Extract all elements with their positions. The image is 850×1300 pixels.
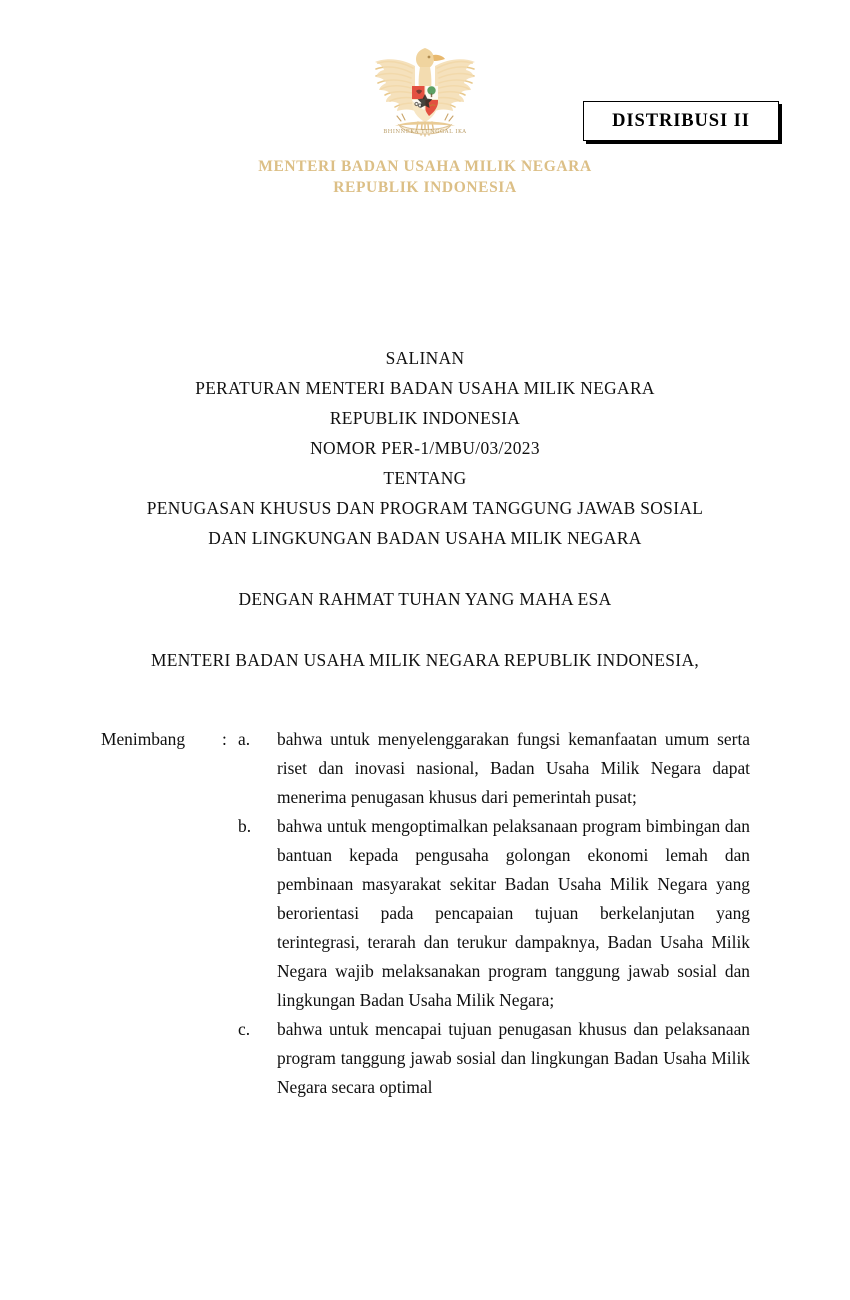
considerans-section [101, 725, 750, 1102]
considerans-item-a [101, 725, 750, 812]
title-spacer-2 [0, 614, 850, 645]
distribusi-stamp [583, 101, 779, 141]
garuda-pancasila-emblem-icon [365, 38, 485, 150]
considerans-label: Menimbang [101, 729, 186, 749]
considerans-letter-b: b. [238, 816, 252, 836]
title-number: NOMOR PER-1/MBU/03/2023 [310, 438, 540, 458]
considerans-letter-a: a. [238, 729, 251, 749]
considerans-letter-c: c. [238, 1019, 251, 1039]
distribusi-label: DISTRIBUSI II [612, 110, 750, 131]
letterhead-line-1: MENTERI BADAN USAHA MILIK NEGARA [258, 158, 592, 175]
letterhead-text [0, 156, 850, 198]
considerans-item-c [101, 1015, 750, 1102]
title-salinan: SALINAN [385, 348, 465, 368]
title-tentang: TENTANG [383, 468, 467, 488]
title-subject-line-1: PENUGASAN KHUSUS DAN PROGRAM TANGGUNG JAWAB SOSIAL [146, 498, 704, 518]
considerans-text-a: bahwa untuk menyelenggarakan fungsi kemanfaatan umum serta riset dan inovasi nasional, Badan Usaha Milik Negara dapat menerima penugasan khusus dari pemerintah pusat; [277, 729, 750, 807]
considerans-item-b [101, 812, 750, 1015]
document-title-block [0, 343, 850, 675]
title-subject-line-2: DAN LINGKUNGAN BADAN USAHA MILIK NEGARA [208, 528, 642, 548]
considerans-text-c: bahwa untuk mencapai tujuan penugasan khusus dan pelaksanaan program tanggung jawab sosial dan lingkungan Badan Usaha Milik Negara secara optimal [277, 1019, 750, 1097]
title-authority: MENTERI BADAN USAHA MILIK NEGARA REPUBLIK INDONESIA, [150, 650, 700, 670]
title-spacer-1 [0, 553, 850, 584]
title-blessing: DENGAN RAHMAT TUHAN YANG MAHA ESA [238, 589, 612, 609]
considerans-text-b: bahwa untuk mengoptimalkan pelaksanaan program bimbingan dan bantuan kepada pengusaha golongan ekonomi lemah dan pembinaan masyarakat sekitar Badan Usaha Milik Negara yang berorientasi pada pencapaian tujuan berkelanjutan yang terintegrasi, terarah dan terukur dampaknya, Badan Usaha Milik Negara wajib melaksanakan program tanggung jawab sosial dan lingkungan Badan Usaha Milik Negara; [277, 816, 750, 1010]
title-republic: REPUBLIK INDONESIA [329, 408, 521, 428]
considerans-colon: : [222, 729, 227, 749]
svg-text:BHINNEKA TUNGGAL IKA: BHINNEKA TUNGGAL IKA [383, 129, 467, 135]
letterhead-line-2: REPUBLIK INDONESIA [333, 179, 517, 196]
title-regulation: PERATURAN MENTERI BADAN USAHA MILIK NEGARA [195, 378, 655, 398]
